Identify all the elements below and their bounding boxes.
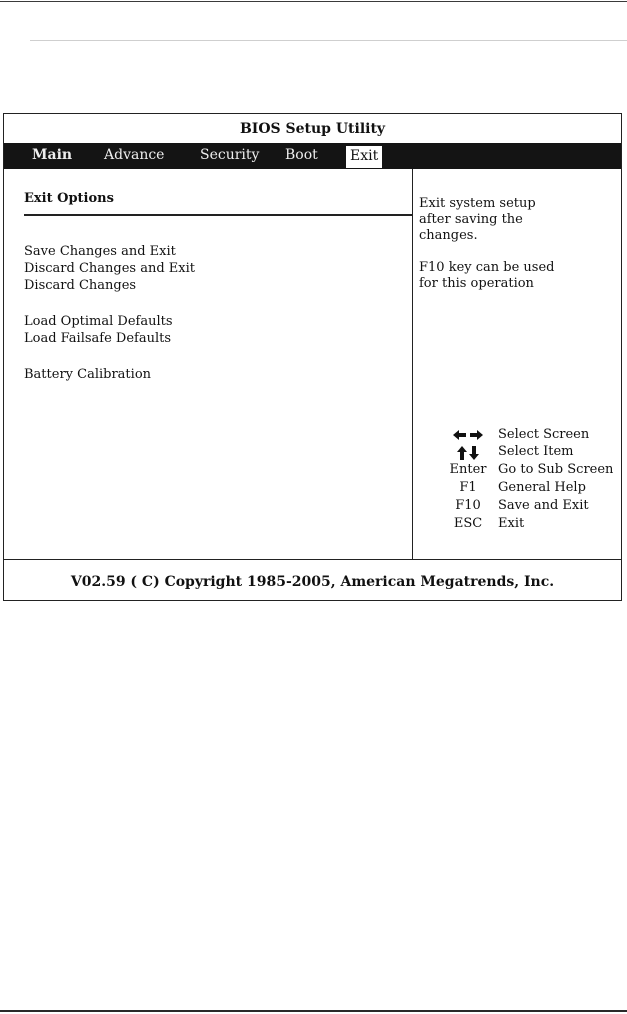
key-row-select-screen xyxy=(413,427,621,444)
key-row-enter xyxy=(413,462,621,479)
option-load-optimal-defaults[interactable]: Load Optimal Defaults xyxy=(24,314,173,329)
key-desc-select-screen: Select Screen xyxy=(498,427,590,442)
help-pane xyxy=(413,169,621,559)
key-desc-enter: Go to Sub Screen xyxy=(498,462,614,477)
tab-security[interactable]: Security xyxy=(200,147,260,163)
key-row-select-item xyxy=(413,444,621,461)
option-load-failsafe-defaults[interactable]: Load Failsafe Defaults xyxy=(24,331,172,346)
key-row-f10 xyxy=(413,498,621,515)
page-top-rule xyxy=(0,1,627,2)
key-desc-f10: Save and Exit xyxy=(498,498,589,513)
tab-advance[interactable]: Advance xyxy=(104,147,165,163)
menu-bar xyxy=(4,143,621,169)
tab-boot[interactable]: Boot xyxy=(285,147,318,163)
help-description: Exit system setup after saving the changes. xyxy=(419,196,536,243)
key-desc-esc: Exit xyxy=(498,516,525,531)
section-heading: Exit Options xyxy=(24,191,114,206)
page-header-rule xyxy=(30,40,627,41)
up-down-arrows-icon xyxy=(443,444,493,460)
key-f1: F1 xyxy=(459,480,477,495)
key-f10: F10 xyxy=(455,498,481,513)
bios-title: BIOS Setup Utility xyxy=(239,121,386,137)
key-row-f1 xyxy=(413,480,621,497)
key-desc-f1: General Help xyxy=(498,480,586,495)
tab-main[interactable]: Main xyxy=(32,147,73,163)
help-f10-note: F10 key can be used for this operation xyxy=(419,260,555,291)
bios-setup-window xyxy=(3,113,622,601)
key-esc: ESC xyxy=(453,516,483,531)
option-discard-changes-and-exit[interactable]: Discard Changes and Exit xyxy=(24,261,195,276)
tab-exit[interactable]: Exit xyxy=(346,146,382,168)
copyright-footer: V02.59 ( C) Copyright 1985-2005, American Megatrends, Inc. xyxy=(4,559,621,601)
options-pane xyxy=(4,169,413,559)
key-enter: Enter xyxy=(449,462,487,477)
left-right-arrows-icon xyxy=(443,427,493,441)
option-discard-changes[interactable]: Discard Changes xyxy=(24,278,137,293)
page-bottom-rule xyxy=(0,1010,627,1012)
section-divider xyxy=(24,214,413,216)
option-battery-calibration[interactable]: Battery Calibration xyxy=(24,367,152,382)
key-row-esc xyxy=(413,516,621,533)
key-desc-select-item: Select Item xyxy=(498,444,574,459)
option-save-changes-and-exit[interactable]: Save Changes and Exit xyxy=(24,244,176,259)
